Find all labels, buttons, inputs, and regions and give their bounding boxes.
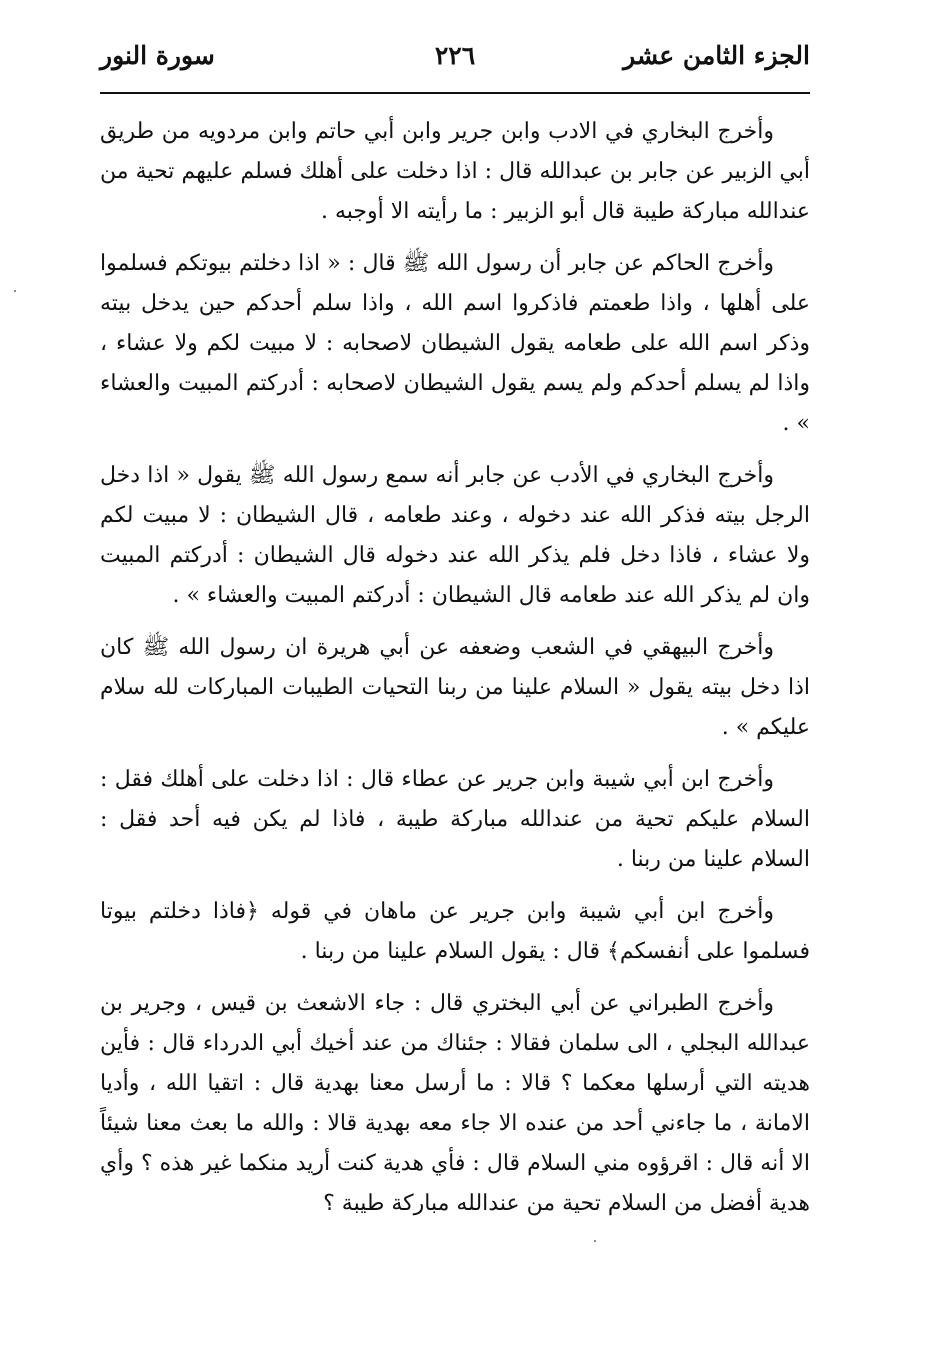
header-rule <box>100 92 810 94</box>
page-body <box>100 112 810 1236</box>
paragraph-2: وأخرج الحاكم عن جابر أن رسول الله ﷺ قال : « اذا دخلتم بيوتكم فسلموا على أهلها ، واذا طعمتم فاذكروا اسم الله ، واذا سلم أحدكم حين يدخل بيته وذكر اسم الله على طعامه يقول الشيطان لاصحابه : لا مبيت لكم ولا عشاء ، واذا لم يسلم أحدكم ولم يسم يقول الشيطان لاصحابه : أدركتم المبيت والعشاء » . <box>100 251 810 436</box>
surah-title: سورة النور <box>100 41 215 70</box>
paragraph-4: وأخرج البيهقي في الشعب وضعفه عن أبي هريرة ان رسول الله ﷺ كان اذا دخل بيته يقول « السلام علينا من ربنا التحيات الطيبات المباركات لله سلام عليكم » . <box>100 635 810 740</box>
paragraph-3: وأخرج البخاري في الأدب عن جابر أنه سمع رسول الله ﷺ يقول « اذا دخل الرجل بيته فذكر الله عند دخوله ، وعند طعامه ، قال الشيطان : لا مبيت لكم ولا عشاء ، فاذا دخل فلم يذكر الله عند دخوله قال الشيطان : أدركتم المبيت وان لم يذكر الله عند طعامه قال الشيطان : أدركتم المبيت والعشاء » . <box>100 463 810 608</box>
paragraph-5: وأخرج ابن أبي شيبة وابن جرير عن عطاء قال : اذا دخلت على أهلك فقل : السلام عليكم تحية من عندالله مباركة طيبة ، فاذا لم يكن فيه أحد فقل : السلام علينا من ربنا . <box>100 767 810 872</box>
scan-speck <box>14 290 16 292</box>
scan-speck <box>594 1240 596 1242</box>
volume-title: الجزء الثامن عشر <box>623 41 810 70</box>
paragraph-7: وأخرج الطبراني عن أبي البختري قال : جاء الاشعث بن قيس ، وجرير بن عبدالله البجلي ، الى سلمان فقالا : جئناك من عند أخيك أبي الدرداء قال : فأين هديته التي أرسلها معكما ؟ قالا : ما أرسل معنا بهدية قال : اتقيا الله ، وأديا الامانة ، ما جاءني أحد من عنده الا جاء معه بهدية قالا : والله ما بعث معنا شيئاً الا أنه قال : اقرؤوه مني السلام قال : فأي هدية كنت أريد منكما غير هذه ؟ وأي هدية أفضل من السلام تحية من عندالله مباركة طيبة ؟ <box>100 991 810 1216</box>
page-number: ٢٢٦ <box>434 41 476 70</box>
paragraph-1: وأخرج البخاري في الادب وابن جرير وابن أبي حاتم وابن مردويه من طريق أبي الزبير عن جابر بن عبدالله قال : اذا دخلت على أهلك فسلم عليهم تحية من عندالله مباركة طيبة قال أبو الزبير : ما رأيته الا أوجبه . <box>100 119 810 224</box>
paragraph-6: وأخرج ابن أبي شيبة وابن جرير عن ماهان في قوله ﴿فاذا دخلتم بيوتا فسلموا على أنفسكم﴾ قال : يقول السلام علينا من ربنا . <box>100 899 810 964</box>
page-header <box>100 34 810 82</box>
